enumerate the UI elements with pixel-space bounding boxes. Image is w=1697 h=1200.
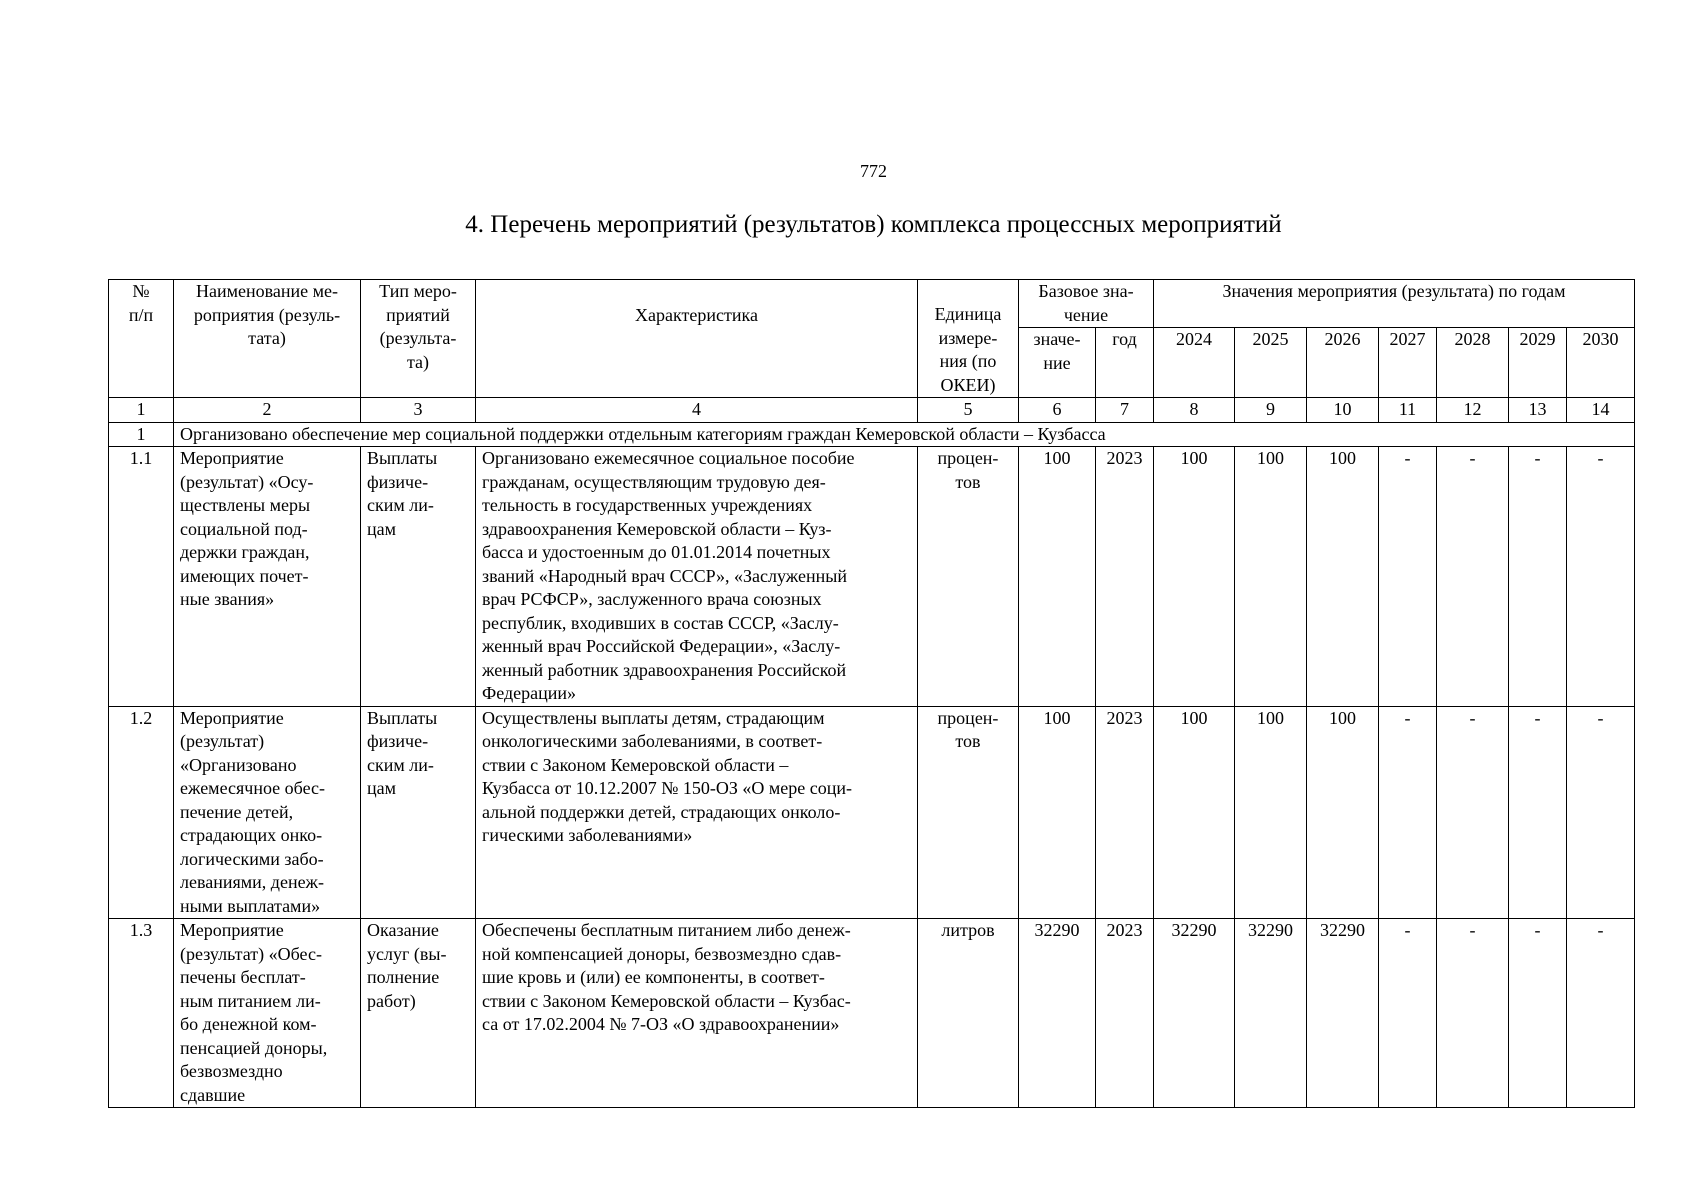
column-number: 5 [918, 398, 1019, 423]
row-base-year: 2023 [1096, 447, 1154, 707]
row-base-year: 2023 [1096, 919, 1154, 1108]
row-value: - [1567, 447, 1635, 707]
header-characteristic: Характеристика [476, 280, 918, 398]
row-name: Мероприятие (результат) «Организовано ежемесячное обес- печение детей, страдающих онко- логическими забо- леваниями, денеж- ными выплатами» [174, 706, 361, 919]
row-value: 32290 [1307, 919, 1379, 1108]
header-year: 2027 [1379, 328, 1437, 398]
document-title: 4. Перечень мероприятий (результатов) комплекса процессных мероприятий [465, 211, 1282, 238]
column-number: 12 [1437, 398, 1509, 423]
row-value: - [1567, 919, 1635, 1108]
row-value: - [1437, 919, 1509, 1108]
column-number: 2 [174, 398, 361, 423]
row-unit: процен- тов [918, 706, 1019, 919]
row-value: 100 [1307, 447, 1379, 707]
row-characteristic: Обеспечены бесплатным питанием либо денеж- ной компенсацией доноры, безвозмездно сдав- шие кровь и (или) ее компоненты, в соответ- ствии с Законом Кемеровской области – Кузбас- са от 17.02.2004 № 7-ОЗ «О здравоохранении» [476, 919, 918, 1108]
row-value: - [1509, 919, 1567, 1108]
row-value: - [1379, 447, 1437, 707]
row-value: - [1567, 706, 1635, 919]
column-number: 8 [1154, 398, 1235, 423]
row-num: 1.2 [109, 706, 174, 919]
row-type: Выплаты физиче- ским ли- цам [361, 706, 476, 919]
header-year: 2030 [1567, 328, 1635, 398]
row-characteristic: Организовано ежемесячное социальное пособие гражданам, осуществляющим трудовую дея- тельность в государственных учреждениях здравоохранения Кемеровской области – Куз- басса и удостоенным до 01.01.2014 почетных званий «Народный врач СССР», «Заслуженный врач РСФСР», заслуженного врача союзных республик, входивших в состав СССР, «Заслу- женный врач Российской Федерации», «Заслу- женный работник здравоохранения Российской Федерации» [476, 447, 918, 707]
row-value: 100 [1307, 706, 1379, 919]
row-value: - [1437, 706, 1509, 919]
column-number: 9 [1235, 398, 1307, 423]
header-type: Тип меро- приятий (результа- та) [361, 280, 476, 398]
header-year: 2026 [1307, 328, 1379, 398]
table-row [109, 919, 1635, 1108]
header-yearly-values: Значения мероприятия (результата) по годам [1154, 280, 1635, 328]
row-num: 1.1 [109, 447, 174, 707]
section-row [109, 422, 1635, 447]
header-unit: Единица измере- ния (по ОКЕИ) [918, 280, 1019, 398]
row-value: - [1509, 447, 1567, 707]
column-number: 11 [1379, 398, 1437, 423]
row-num: 1.3 [109, 919, 174, 1108]
column-number: 4 [476, 398, 918, 423]
row-value: 32290 [1235, 919, 1307, 1108]
row-unit: литров [918, 919, 1019, 1108]
page-number: 772 [860, 161, 887, 181]
row-characteristic: Осуществлены выплаты детям, страдающим онкологическими заболеваниями, в соответ- ствии с Законом Кемеровской области – Кузбасса от 10.12.2007 № 150-ОЗ «О мере соци- альной поддержки детей, страдающих онколо- гическими заболеваниями» [476, 706, 918, 919]
row-base-value: 32290 [1019, 919, 1096, 1108]
column-number: 3 [361, 398, 476, 423]
row-base-year: 2023 [1096, 706, 1154, 919]
row-value: - [1379, 919, 1437, 1108]
header-year: 2028 [1437, 328, 1509, 398]
column-number: 6 [1019, 398, 1096, 423]
header-num: № п/п [109, 280, 174, 398]
section-num: 1 [109, 422, 174, 447]
row-type: Оказание услуг (вы- полнение работ) [361, 919, 476, 1108]
column-number: 7 [1096, 398, 1154, 423]
header-base-value-value: значе- ние [1019, 328, 1096, 398]
column-number: 14 [1567, 398, 1635, 423]
header-base-value-year: год [1096, 328, 1154, 398]
row-value: 100 [1154, 706, 1235, 919]
row-base-value: 100 [1019, 706, 1096, 919]
column-number-row [109, 398, 1635, 423]
row-value: 100 [1235, 706, 1307, 919]
header-row-top [109, 280, 1635, 328]
header-year: 2029 [1509, 328, 1567, 398]
table-row [109, 706, 1635, 919]
row-type: Выплаты физиче- ским ли- цам [361, 447, 476, 707]
header-year: 2025 [1235, 328, 1307, 398]
row-value: - [1379, 706, 1437, 919]
row-value: 32290 [1154, 919, 1235, 1108]
header-name: Наименование ме- роприятия (резуль- тата) [174, 280, 361, 398]
events-table [108, 279, 1635, 1108]
row-name: Мероприятие (результат) «Обес- печены бесплат- ным питанием ли- бо денежной ком- пенсацией доноры, безвозмездно сдавшие [174, 919, 361, 1108]
row-unit: процен- тов [918, 447, 1019, 707]
column-number: 13 [1509, 398, 1567, 423]
header-base-value: Базовое зна- чение [1019, 280, 1154, 328]
column-number: 10 [1307, 398, 1379, 423]
row-name: Мероприятие (результат) «Осу- ществлены меры социальной под- держки граждан, имеющих почет- ные звания» [174, 447, 361, 707]
row-base-value: 100 [1019, 447, 1096, 707]
row-value: - [1437, 447, 1509, 707]
column-number: 1 [109, 398, 174, 423]
row-value: 100 [1154, 447, 1235, 707]
row-value: 100 [1235, 447, 1307, 707]
row-value: - [1509, 706, 1567, 919]
section-title: Организовано обеспечение мер социальной поддержки отдельным категориям граждан Кемеровской области – Кузбасса [174, 422, 1635, 447]
header-year: 2024 [1154, 328, 1235, 398]
table-row [109, 447, 1635, 707]
